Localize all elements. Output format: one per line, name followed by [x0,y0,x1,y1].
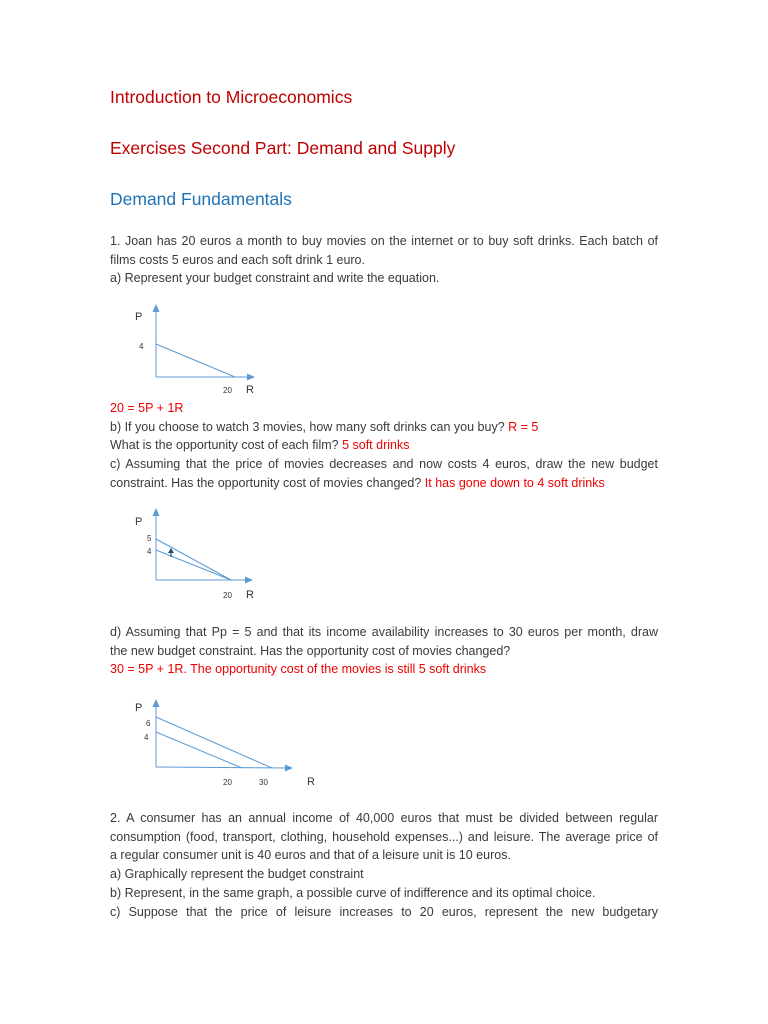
q1c-answer: It has gone down to 4 soft drinks [424,475,605,490]
q1d-line2: the new budget constraint. Has the opportunity cost of movies changed? [110,643,511,658]
q1b-answer: R = 5 [508,419,539,434]
graph3-x-arrow [285,765,293,772]
q2b-question: b) Represent, in the same graph, a possible curve of indifference and its optimal choice. [110,885,596,900]
q2-block [110,809,658,921]
graph3-x-axis [156,767,287,768]
graph1-x-label: R [246,384,254,396]
graph1-x-tick: 20 [223,386,232,395]
graph1-y-label: P [135,311,143,323]
exercises-title: Exercises Second Part: Demand and Supply [110,138,456,158]
graph3-budget-line-20 [156,732,242,768]
graph2-x-arrow [245,577,253,584]
graph1-y-tick: 4 [139,342,144,351]
graph-3 [125,695,325,795]
q1a-answer: 20 = 5P + 1R [110,401,184,415]
graph2-y-tick-bottom: 4 [147,547,152,556]
graph2-y-arrow [153,508,160,516]
graph-2 [125,505,275,605]
course-title: Introduction to Microeconomics [110,87,353,107]
graph3-budget-line-30 [156,717,272,768]
q1c-line1: c) Assuming that the price of movies decreases and now costs 4 euros, draw the new budget [110,457,658,472]
q1c-question: constraint. Has the opportunity cost of movies changed? [110,475,422,490]
q1a-question: a) Represent your budget constraint and write the equation. [110,271,440,286]
graph-1 [125,300,275,400]
graph3-x-tick-30: 30 [259,778,268,787]
graph1-budget-line [156,344,235,377]
q1b2-question: What is the opportunity cost of each film? [110,438,339,453]
q2c-question: c) Suppose that the price of leisure increases to 20 euros, represent the new budgetary [110,904,658,919]
graph2-budget-line-5 [156,539,231,580]
graph3-y-label: P [135,702,143,714]
q1c-line2 [110,474,658,493]
graph3-x-label: R [307,776,315,788]
q1b-question: b) If you choose to watch 3 movies, how many soft drinks can you buy? [110,419,505,434]
q2-line2: consumption (food, transport, clothing, household expenses...) and leisure. The average price of [110,829,658,844]
graph2-y-label: P [135,516,143,528]
graph2-budget-line-4 [156,550,231,580]
graph1-x-arrow [247,374,255,381]
q2a-question: a) Graphically represent the budget constraint [110,867,364,882]
section-heading: Demand Fundamentals [110,189,292,209]
q1-intro-line1: 1. Joan has 20 euros a month to buy movies on the internet or to buy soft drinks. Each batch of [110,234,658,248]
q2-line3: a regular consumer unit is 40 euros and that of a leisure unit is 10 euros. [110,848,511,863]
graph2-y-tick-top: 5 [147,534,152,543]
graph3-y-tick-top: 6 [146,719,151,728]
graph3-x-tick-20: 20 [223,778,232,787]
q1d-line1: d) Assuming that Pp = 5 and that its income availability increases to 30 euros per month, draw [110,625,658,639]
q1-intro [110,232,658,288]
q1b2-line [110,436,658,455]
graph2-x-tick: 20 [223,591,232,600]
q1-answers [110,399,658,493]
graph3-y-arrow [153,699,160,707]
q1b-line [110,418,658,437]
graph3-y-tick-bottom: 4 [144,733,149,742]
q2-line1: 2. A consumer has an annual income of 40,000 euros that must be divided between regular [110,811,658,825]
q1d-block [110,623,658,679]
q1-intro-line2: films costs 5 euros and each soft drink 1 euro. [110,252,365,267]
q1b2-answer: 5 soft drinks [342,438,410,453]
q1d-answer: 30 = 5P + 1R. The opportunity cost of the movies is still 5 soft drinks [110,662,487,677]
graph1-y-arrow [153,304,160,312]
graph2-x-label: R [246,589,254,601]
